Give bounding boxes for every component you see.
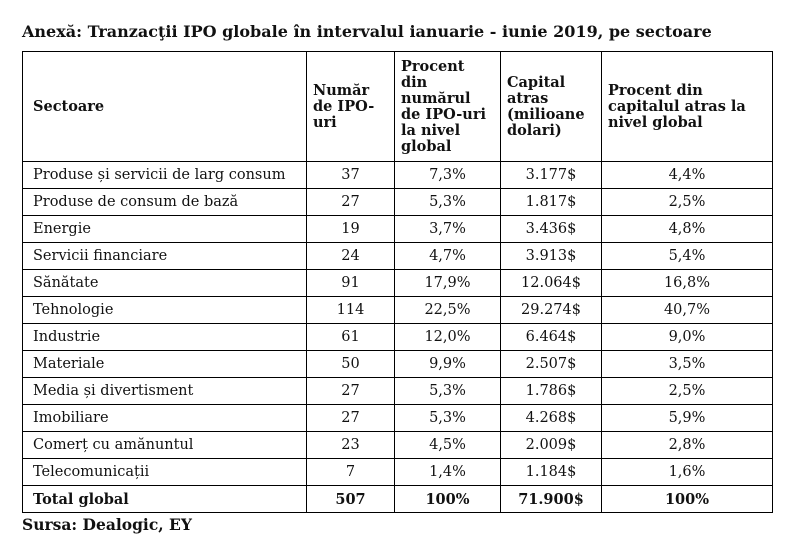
ipo-sector-table bbox=[22, 51, 773, 513]
table-row bbox=[23, 324, 773, 351]
cell-capital-percent: 100% bbox=[602, 486, 773, 513]
cell-sector: Sănătate bbox=[23, 270, 307, 297]
header-capital-raised: Capital atras (milioane dolari) bbox=[501, 52, 602, 162]
cell-sector: Comerț cu amănuntul bbox=[23, 432, 307, 459]
cell-ipo-count: 50 bbox=[307, 351, 395, 378]
table-row bbox=[23, 378, 773, 405]
cell-ipo-count-percent: 7,3% bbox=[395, 162, 501, 189]
document-title: Anexă: Tranzacţii IPO globale în intervalul ianuarie - iunie 2019, pe sectoare bbox=[22, 22, 712, 41]
cell-sector: Imobiliare bbox=[23, 405, 307, 432]
cell-capital-raised: 6.464$ bbox=[501, 324, 602, 351]
cell-ipo-count-percent: 9,9% bbox=[395, 351, 501, 378]
cell-ipo-count: 91 bbox=[307, 270, 395, 297]
table-row bbox=[23, 270, 773, 297]
cell-sector: Produse de consum de bază bbox=[23, 189, 307, 216]
cell-capital-percent: 2,8% bbox=[602, 432, 773, 459]
cell-ipo-count-percent: 3,7% bbox=[395, 216, 501, 243]
cell-capital-raised: 3.177$ bbox=[501, 162, 602, 189]
header-capital-percent: Procent din capitalul atras la nivel global bbox=[602, 52, 773, 162]
cell-capital-percent: 4,8% bbox=[602, 216, 773, 243]
cell-ipo-count: 27 bbox=[307, 378, 395, 405]
cell-capital-raised: 2.507$ bbox=[501, 351, 602, 378]
cell-ipo-count-percent: 5,3% bbox=[395, 378, 501, 405]
table-row bbox=[23, 162, 773, 189]
cell-capital-percent: 16,8% bbox=[602, 270, 773, 297]
cell-capital-raised: 1.184$ bbox=[501, 459, 602, 486]
cell-capital-percent: 40,7% bbox=[602, 297, 773, 324]
cell-capital-raised: 4.268$ bbox=[501, 405, 602, 432]
cell-ipo-count: 507 bbox=[307, 486, 395, 513]
cell-sector: Produse și servicii de larg consum bbox=[23, 162, 307, 189]
table-row bbox=[23, 459, 773, 486]
cell-capital-percent: 2,5% bbox=[602, 189, 773, 216]
cell-capital-raised: 12.064$ bbox=[501, 270, 602, 297]
cell-ipo-count: 114 bbox=[307, 297, 395, 324]
cell-capital-raised: 71.900$ bbox=[501, 486, 602, 513]
header-sector: Sectoare bbox=[23, 52, 307, 162]
cell-ipo-count-percent: 4,5% bbox=[395, 432, 501, 459]
cell-capital-raised: 3.436$ bbox=[501, 216, 602, 243]
cell-ipo-count-percent: 22,5% bbox=[395, 297, 501, 324]
total-row bbox=[23, 486, 773, 513]
cell-sector: Tehnologie bbox=[23, 297, 307, 324]
cell-capital-raised: 2.009$ bbox=[501, 432, 602, 459]
header-ipo-count: Număr de IPO-uri bbox=[307, 52, 395, 162]
cell-capital-raised: 3.913$ bbox=[501, 243, 602, 270]
table-row bbox=[23, 297, 773, 324]
table-row bbox=[23, 351, 773, 378]
cell-capital-raised: 29.274$ bbox=[501, 297, 602, 324]
cell-capital-percent: 5,4% bbox=[602, 243, 773, 270]
table-row bbox=[23, 216, 773, 243]
cell-ipo-count: 61 bbox=[307, 324, 395, 351]
cell-capital-percent: 2,5% bbox=[602, 378, 773, 405]
cell-ipo-count-percent: 5,3% bbox=[395, 405, 501, 432]
cell-sector: Total global bbox=[23, 486, 307, 513]
cell-ipo-count: 27 bbox=[307, 189, 395, 216]
cell-sector: Materiale bbox=[23, 351, 307, 378]
cell-capital-raised: 1.786$ bbox=[501, 378, 602, 405]
source-note: Sursa: Dealogic, EY bbox=[22, 515, 192, 534]
cell-capital-percent: 4,4% bbox=[602, 162, 773, 189]
table-row bbox=[23, 189, 773, 216]
cell-ipo-count: 37 bbox=[307, 162, 395, 189]
cell-ipo-count-percent: 17,9% bbox=[395, 270, 501, 297]
cell-ipo-count: 19 bbox=[307, 216, 395, 243]
table-row bbox=[23, 432, 773, 459]
cell-sector: Telecomunicații bbox=[23, 459, 307, 486]
table-row bbox=[23, 405, 773, 432]
cell-ipo-count: 27 bbox=[307, 405, 395, 432]
cell-capital-percent: 5,9% bbox=[602, 405, 773, 432]
cell-sector: Industrie bbox=[23, 324, 307, 351]
cell-capital-percent: 3,5% bbox=[602, 351, 773, 378]
cell-ipo-count-percent: 1,4% bbox=[395, 459, 501, 486]
cell-ipo-count: 24 bbox=[307, 243, 395, 270]
cell-ipo-count: 7 bbox=[307, 459, 395, 486]
header-ipo-count-percent: Procent din numărul de IPO-uri la nivel global bbox=[395, 52, 501, 162]
cell-ipo-count: 23 bbox=[307, 432, 395, 459]
cell-capital-percent: 9,0% bbox=[602, 324, 773, 351]
table-row bbox=[23, 243, 773, 270]
table-header-row bbox=[23, 52, 773, 162]
cell-sector: Energie bbox=[23, 216, 307, 243]
cell-ipo-count-percent: 12,0% bbox=[395, 324, 501, 351]
cell-sector: Media și divertisment bbox=[23, 378, 307, 405]
cell-ipo-count-percent: 4,7% bbox=[395, 243, 501, 270]
cell-capital-raised: 1.817$ bbox=[501, 189, 602, 216]
cell-sector: Servicii financiare bbox=[23, 243, 307, 270]
cell-ipo-count-percent: 100% bbox=[395, 486, 501, 513]
cell-ipo-count-percent: 5,3% bbox=[395, 189, 501, 216]
cell-capital-percent: 1,6% bbox=[602, 459, 773, 486]
